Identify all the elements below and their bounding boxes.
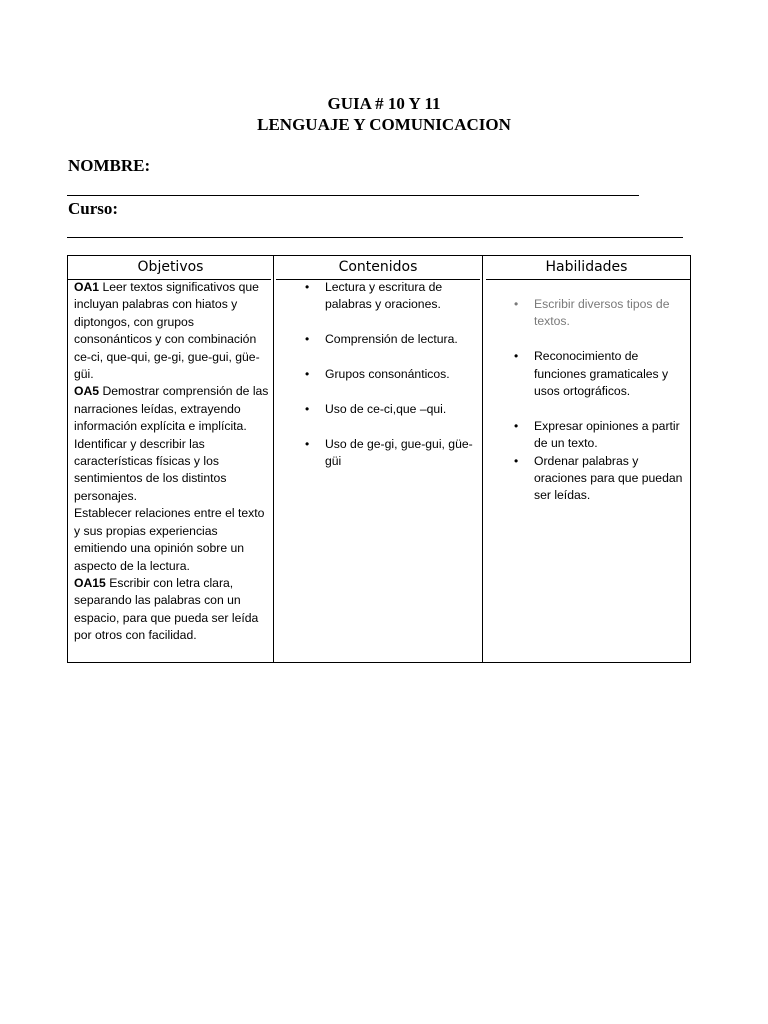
column-header-contenidos: Contenidos (338, 259, 418, 275)
list-item (512, 296, 686, 331)
list-item-text: Escribir diversos tipos de textos. (534, 297, 670, 329)
curso-label: Curso: (68, 199, 119, 218)
contenidos-cell (303, 279, 479, 488)
objective-text: Identificar y describir las características físicas y los sentimientos de los distintos personajes. (74, 436, 227, 503)
objetivos-cell (74, 279, 270, 645)
bullet-icon: • (514, 349, 519, 364)
bullet-icon: • (305, 436, 310, 451)
bullet-icon: • (305, 367, 310, 381)
column-header-objetivos: Objetivos (137, 259, 204, 275)
bullet-icon: • (514, 418, 519, 433)
list-item (303, 279, 479, 314)
header-underline (486, 279, 691, 280)
list-item (512, 453, 686, 505)
curso-fill-line[interactable] (67, 237, 683, 238)
objective-item (74, 436, 270, 506)
table-divider (273, 255, 274, 663)
nombre-fill-line[interactable] (67, 195, 639, 196)
contenidos-list (303, 279, 479, 470)
subject-title: LENGUAJE Y COMUNICACION (257, 115, 511, 134)
list-item (303, 401, 479, 418)
objective-text: Escribir con letra clara, separando las palabras con un espacio, para que pueda ser leída por otros con facilidad. (74, 575, 259, 643)
objective-code: OA15 (74, 575, 106, 590)
objective-item (74, 383, 270, 435)
list-item-text: Expresar opiniones a partir de un texto. (534, 418, 680, 451)
list-item-text: Ordenar palabras y oraciones para que puedan ser leídas. (534, 453, 683, 503)
bullet-icon: • (305, 332, 310, 347)
bullet-icon: • (514, 297, 519, 311)
list-item-text: Grupos consonánticos. (325, 367, 450, 381)
objective-code: OA1 (74, 280, 100, 294)
objective-item (74, 505, 270, 575)
list-item-text: Comprensión de lectura. (325, 332, 458, 347)
list-item-text: Uso de ce-ci,que –qui. (325, 401, 447, 416)
list-item-text: Uso de ge-gi, gue-gui, güe-güi (325, 436, 473, 468)
bullet-icon: • (514, 453, 519, 468)
list-item (303, 436, 479, 471)
bullet-icon: • (305, 280, 310, 294)
list-item (303, 366, 479, 383)
guide-title: GUIA # 10 Y 11 (327, 94, 441, 113)
list-item (512, 348, 686, 400)
nombre-label: NOMBRE: (68, 156, 151, 175)
bullet-icon: • (305, 401, 310, 416)
objective-text: Establecer relaciones entre el texto y sus propias experiencias emitiendo una opinión sobre un aspecto de la lectura. (74, 506, 265, 573)
list-item-text: Reconocimiento de funciones gramaticales y usos ortográficos. (534, 349, 669, 399)
habilidades-list (512, 296, 686, 505)
objective-text: Demostrar comprensión de las narraciones leídas, extrayendo información explícita e implícita. (74, 384, 269, 434)
objective-item (74, 575, 270, 645)
list-item (512, 418, 686, 453)
objective-item (74, 279, 270, 383)
table-divider (482, 255, 483, 663)
objective-text: Leer textos significativos que incluyan palabras con hiatos y diptongos, con grupos consonánticos y con combinación ce-ci, que-qui, ge-gi, gue-gui, güe-güi. (74, 280, 260, 382)
objective-code: OA5 (74, 384, 100, 399)
column-header-habilidades: Habilidades (545, 259, 628, 275)
habilidades-cell (512, 296, 686, 522)
list-item (303, 331, 479, 348)
list-item-text: Lectura y escritura de palabras y oraciones. (325, 280, 443, 312)
